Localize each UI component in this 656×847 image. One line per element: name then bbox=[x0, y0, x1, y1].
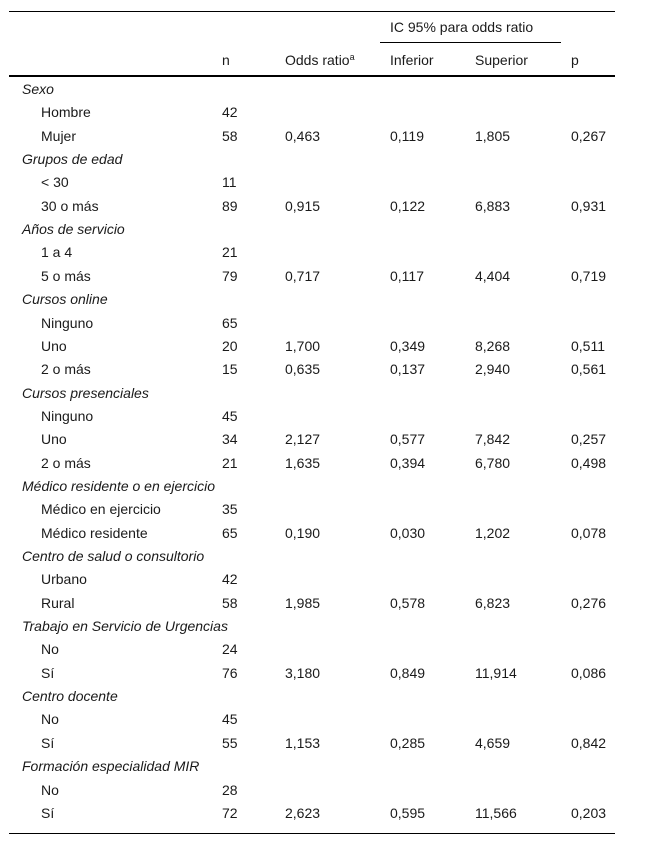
cell-n: 58 bbox=[222, 594, 238, 611]
table-row bbox=[0, 195, 656, 218]
group-row bbox=[0, 288, 656, 311]
cell-n: 34 bbox=[222, 431, 238, 448]
group-label: Trabajo en Servicio de Urgencias bbox=[22, 618, 228, 635]
table-bottom-rule bbox=[9, 833, 615, 834]
cell-inferior: 0,030 bbox=[390, 524, 426, 541]
header-odds-ratio-footnote-mark: a bbox=[349, 52, 355, 62]
cell-odds-ratio: 1,700 bbox=[285, 337, 321, 354]
table-row bbox=[0, 452, 656, 475]
cell-odds-ratio: 0,915 bbox=[285, 197, 321, 214]
cell-p: 0,086 bbox=[571, 664, 607, 681]
header-odds-ratio bbox=[285, 52, 355, 69]
row-label: Médico en ejercicio bbox=[41, 501, 161, 518]
group-label: Grupos de edad bbox=[22, 151, 123, 168]
cell-n: 24 bbox=[222, 641, 238, 658]
cell-n: 28 bbox=[222, 781, 238, 798]
cell-superior: 2,940 bbox=[475, 361, 511, 378]
row-label: Sí bbox=[41, 734, 55, 751]
cell-n: 76 bbox=[222, 664, 238, 681]
cell-inferior: 0,578 bbox=[390, 594, 426, 611]
cell-superior: 11,566 bbox=[475, 804, 517, 821]
cell-n: 15 bbox=[222, 361, 238, 378]
cell-p: 0,257 bbox=[571, 431, 607, 448]
header-inferior: Inferior bbox=[390, 52, 434, 68]
table-row bbox=[0, 312, 656, 335]
table-row bbox=[0, 241, 656, 264]
cell-odds-ratio: 1,985 bbox=[285, 594, 321, 611]
cell-superior: 6,823 bbox=[475, 594, 511, 611]
cell-p: 0,267 bbox=[571, 127, 607, 144]
row-label: 2 o más bbox=[41, 361, 91, 378]
cell-n: 11 bbox=[222, 174, 237, 191]
table-row bbox=[0, 732, 656, 755]
group-row bbox=[0, 218, 656, 241]
row-label: Médico residente bbox=[41, 524, 148, 541]
group-label: Centro de salud o consultorio bbox=[22, 548, 205, 564]
group-label: Sexo bbox=[22, 81, 54, 97]
cell-n: 55 bbox=[222, 734, 238, 751]
row-label: Hombre bbox=[41, 104, 91, 121]
cell-p: 0,931 bbox=[571, 197, 607, 214]
table-row bbox=[0, 592, 656, 615]
cell-superior: 1,805 bbox=[475, 127, 511, 144]
cell-superior: 6,780 bbox=[475, 454, 511, 471]
cell-inferior: 0,119 bbox=[390, 127, 424, 144]
table-row bbox=[0, 358, 656, 381]
group-label: Centro docente bbox=[22, 688, 118, 705]
table-row bbox=[0, 708, 656, 731]
cell-n: 79 bbox=[222, 267, 238, 284]
row-label: Urbano bbox=[41, 571, 87, 588]
group-row bbox=[0, 382, 656, 405]
cell-inferior: 0,595 bbox=[390, 804, 426, 821]
table-row bbox=[0, 265, 656, 288]
cell-inferior: 0,117 bbox=[390, 267, 424, 284]
cell-n: 65 bbox=[222, 524, 238, 541]
cell-p: 0,842 bbox=[571, 734, 607, 751]
row-label: Sí bbox=[41, 664, 55, 681]
row-label: Uno bbox=[41, 431, 67, 448]
table-row bbox=[0, 662, 656, 685]
cell-odds-ratio: 0,190 bbox=[285, 524, 321, 541]
row-label: No bbox=[41, 781, 59, 798]
table-row bbox=[0, 428, 656, 451]
cell-superior: 6,883 bbox=[475, 197, 511, 214]
group-row bbox=[0, 78, 656, 101]
cell-inferior: 0,122 bbox=[390, 197, 426, 214]
ic-group-header: IC 95% para odds ratio bbox=[390, 19, 534, 35]
table-row bbox=[0, 638, 656, 661]
cell-inferior: 0,349 bbox=[390, 337, 426, 354]
cell-n: 58 bbox=[222, 127, 238, 144]
cell-n: 89 bbox=[222, 197, 238, 214]
cell-p: 0,498 bbox=[571, 454, 607, 471]
cell-n: 45 bbox=[222, 711, 238, 728]
header-odds-ratio-label: Odds ratio bbox=[285, 52, 350, 68]
group-label: Formación especialidad MIR bbox=[22, 758, 200, 775]
cell-n: 21 bbox=[222, 244, 238, 261]
row-label: Ninguno bbox=[41, 407, 94, 424]
row-label: Uno bbox=[41, 337, 67, 354]
cell-superior: 4,404 bbox=[475, 267, 511, 284]
row-label: 2 o más bbox=[41, 454, 91, 471]
cell-superior: 1,202 bbox=[475, 524, 511, 541]
cell-superior: 7,842 bbox=[475, 431, 511, 448]
row-label: < 30 bbox=[41, 174, 69, 191]
cell-p: 0,561 bbox=[571, 361, 607, 378]
table-row bbox=[0, 498, 656, 521]
cell-n: 65 bbox=[222, 314, 238, 331]
cell-superior: 11,914 bbox=[475, 664, 517, 681]
row-label: No bbox=[41, 711, 59, 728]
cell-n: 42 bbox=[222, 104, 238, 121]
cell-odds-ratio: 2,623 bbox=[285, 804, 321, 821]
cell-inferior: 0,849 bbox=[390, 664, 426, 681]
header-p: p bbox=[571, 52, 579, 68]
cell-p: 0,078 bbox=[571, 524, 607, 541]
cell-n: 35 bbox=[222, 501, 238, 518]
cell-odds-ratio: 0,635 bbox=[285, 361, 321, 378]
group-row bbox=[0, 148, 656, 171]
cell-p: 0,203 bbox=[571, 804, 607, 821]
cell-p: 0,276 bbox=[571, 594, 607, 611]
group-row bbox=[0, 685, 656, 708]
cell-odds-ratio: 0,717 bbox=[285, 267, 321, 284]
group-label: Cursos online bbox=[22, 291, 108, 308]
header-bottom-rule bbox=[9, 75, 615, 77]
cell-n: 72 bbox=[222, 804, 238, 821]
cell-n: 45 bbox=[222, 407, 238, 424]
cell-superior: 8,268 bbox=[475, 337, 511, 354]
row-label: Sí bbox=[41, 804, 55, 821]
cell-superior: 4,659 bbox=[475, 734, 511, 751]
cell-odds-ratio: 1,635 bbox=[285, 454, 321, 471]
cell-n: 20 bbox=[222, 337, 238, 354]
ic-group-rule bbox=[380, 42, 561, 43]
cell-odds-ratio: 1,153 bbox=[285, 734, 321, 751]
table-row bbox=[0, 101, 656, 124]
group-row bbox=[0, 475, 656, 498]
row-label: 5 o más bbox=[41, 267, 91, 284]
table-row bbox=[0, 405, 656, 428]
group-label: Médico residente o en ejercicio bbox=[22, 477, 215, 494]
group-label: Años de servicio bbox=[22, 221, 125, 238]
table-row bbox=[0, 779, 656, 802]
row-label: No bbox=[41, 641, 59, 658]
table-row bbox=[0, 125, 656, 148]
row-label: 1 a 4 bbox=[41, 244, 73, 261]
table-row bbox=[0, 522, 656, 545]
cell-odds-ratio: 3,180 bbox=[285, 664, 321, 681]
cell-inferior: 0,577 bbox=[390, 431, 426, 448]
header-superior: Superior bbox=[475, 52, 528, 68]
cell-inferior: 0,137 bbox=[390, 361, 426, 378]
header-n: n bbox=[222, 52, 230, 68]
table-row bbox=[0, 335, 656, 358]
cell-odds-ratio: 0,463 bbox=[285, 127, 321, 144]
row-label: 30 o más bbox=[41, 197, 99, 214]
group-row bbox=[0, 615, 656, 638]
table-row bbox=[0, 171, 656, 194]
cell-p: 0,511 bbox=[571, 337, 605, 354]
cell-n: 42 bbox=[222, 571, 238, 588]
row-label: Ninguno bbox=[41, 314, 94, 331]
cell-n: 21 bbox=[222, 454, 238, 471]
group-label: Cursos presenciales bbox=[22, 384, 149, 401]
group-row bbox=[0, 755, 656, 778]
cell-inferior: 0,394 bbox=[390, 454, 426, 471]
group-row bbox=[0, 545, 656, 568]
cell-p: 0,719 bbox=[571, 267, 607, 284]
cell-inferior: 0,285 bbox=[390, 734, 426, 751]
table-top-rule bbox=[9, 11, 615, 12]
cell-odds-ratio: 2,127 bbox=[285, 431, 321, 448]
table-row bbox=[0, 802, 656, 825]
row-label: Rural bbox=[41, 594, 75, 611]
table-row bbox=[0, 568, 656, 591]
row-label: Mujer bbox=[41, 127, 77, 144]
